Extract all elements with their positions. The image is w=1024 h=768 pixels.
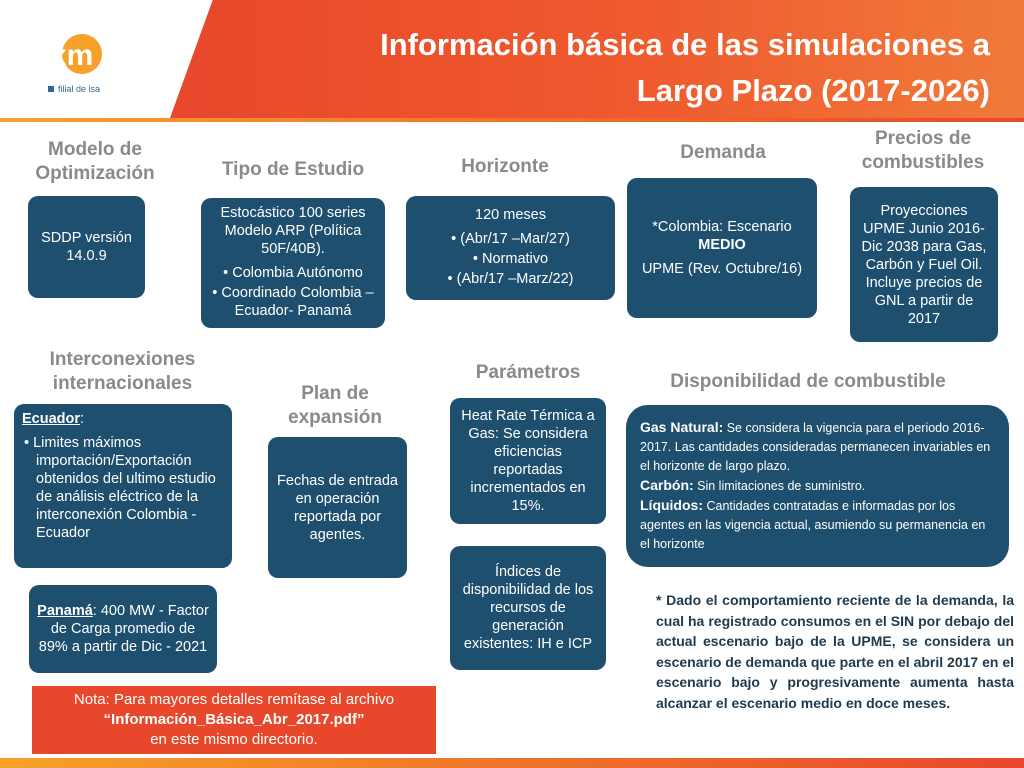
logo-subtitle-text: filial de isa: [58, 84, 101, 94]
gas-label: Gas Natural:: [640, 419, 724, 435]
footer-stripe: [0, 758, 1024, 768]
box-demanda: [627, 178, 817, 318]
box-demanda-line2: UPME (Rev. Octubre/16): [641, 261, 803, 277]
box-panama: [29, 585, 217, 673]
panama-label: Panamá: [37, 603, 93, 619]
box-modelo-text: SDDP versión 14.0.9: [41, 230, 132, 264]
box-plan-text: Fechas de entrada en operación reportada por agentes.: [277, 472, 398, 543]
box-horizonte-line1: 120 meses: [475, 207, 546, 223]
gas-text: Se considera la vigencia para el periodo 2016-2017. Las cantidades consideradas permanecen invariables en el horizonte de largo plazo.: [640, 421, 991, 473]
heading-modelo: Modelo de Optimización: [35, 139, 155, 184]
note-line-1: Nota: Para mayores detalles remítase al archivo: [73, 691, 395, 708]
box-modelo: [28, 196, 145, 298]
heading-parametros: Parámetros: [475, 362, 581, 383]
box-precios: [850, 187, 998, 342]
box-heat-rate-text: Heat Rate Térmica a Gas: Se considera eficiencias reportadas incrementados en 15%.: [461, 408, 595, 514]
box-precios-text: Proyecciones UPME Junio 2016- Dic 2038 para Gas, Carbón y Fuel Oil. Incluye precios de GNL a partir de 2017: [861, 202, 987, 327]
box-disponibilidad: [626, 405, 1009, 567]
header-stripe: [0, 118, 1024, 122]
heading-tipo: Tipo de Estudio: [221, 159, 365, 180]
heading-horizonte: Horizonte: [461, 156, 549, 177]
box-demanda-bold: MEDIO: [698, 237, 746, 253]
box-tipo: [201, 198, 385, 328]
box-plan: [268, 437, 407, 578]
heading-disponibilidad: Disponibilidad de combustible: [670, 371, 946, 392]
box-tipo-intro: Estocástico 100 series Modelo ARP (Política 50F/40B).: [220, 205, 366, 257]
list-item: • (Abr/17 –Marz/22): [414, 270, 607, 288]
box-heat-rate: [450, 398, 606, 524]
note-line-2: “Información_Básica_Abr_2017.pdf”: [103, 711, 365, 728]
heading-plan: Plan de expansión: [288, 383, 382, 428]
demand-footnote: * Dado el comportamiento reciente de la demanda, la cual ha registrado consumos en el SIN por debajo del actual escenario bajo de la UPME, se considera un escenario de demanda que parte en el abril 2017 en el escenario bajo y progresivamente aumenta hasta alcanzar el escenario medio en doce meses.: [656, 592, 1014, 711]
box-demanda-line1: *Colombia: Escenario: [652, 219, 792, 235]
list-item: • Coordinado Colombia – Ecuador- Panamá: [209, 284, 377, 320]
logo-text: xm: [50, 39, 94, 72]
note-banner: [32, 686, 436, 754]
liquidos-text: Cantidades contratadas e informadas por los agentes en las vigencia actual, asumiendo su permanencia en el horizonte: [640, 499, 986, 551]
heading-demanda: Demanda: [680, 142, 766, 163]
carbon-label: Carbón:: [640, 477, 694, 493]
title-line-2: Largo Plazo (2017-2026): [636, 73, 990, 108]
box-indices: [450, 546, 606, 670]
heading-interconexiones: Interconexiones internacionales: [49, 349, 196, 394]
box-ecuador: Ecuador: • Limites máximos importación/Exportación obtenidos del ultimo estudio de análisis eléctrico de la interconexión Colombia - Ecuador: [14, 404, 232, 568]
box-indices-text: Índices de disponibilidad de los recursos de generación existentes: IH e ICP: [462, 564, 594, 652]
list-item: • Colombia Autónomo: [209, 264, 377, 282]
panama-text: : 400 MW - Factor de Carga promedio de 89% a partir de Dic - 2021: [38, 603, 209, 655]
list-item: • (Abr/17 –Mar/27): [414, 230, 607, 248]
title-line-1: Información básica de las simulaciones a: [380, 27, 990, 62]
page-title: [300, 22, 990, 114]
liquidos-label: Líquidos:: [640, 497, 703, 513]
heading-precios: Precios de combustibles: [861, 128, 985, 173]
carbon-text: Sin limitaciones de suministro.: [693, 479, 866, 493]
logo-subtitle: [48, 84, 100, 94]
xm-logo-icon: [44, 32, 106, 78]
ecuador-item-text: Limites máximos importación/Exportación obtenidos del ultimo estudio de análisis eléctrico de la interconexión Colombia - Ecuador: [33, 435, 216, 541]
list-item: • Limites máximos importación/Exportación obtenidos del ultimo estudio de análisis eléctrico de la interconexión Colombia - Ecuador: [24, 435, 216, 541]
ecuador-label: Ecuador: [22, 411, 81, 427]
note-line-3: en este mismo directorio.: [150, 731, 318, 748]
list-item: • Normativo: [414, 250, 607, 268]
square-icon: [48, 86, 54, 92]
box-horizonte: [406, 196, 615, 300]
